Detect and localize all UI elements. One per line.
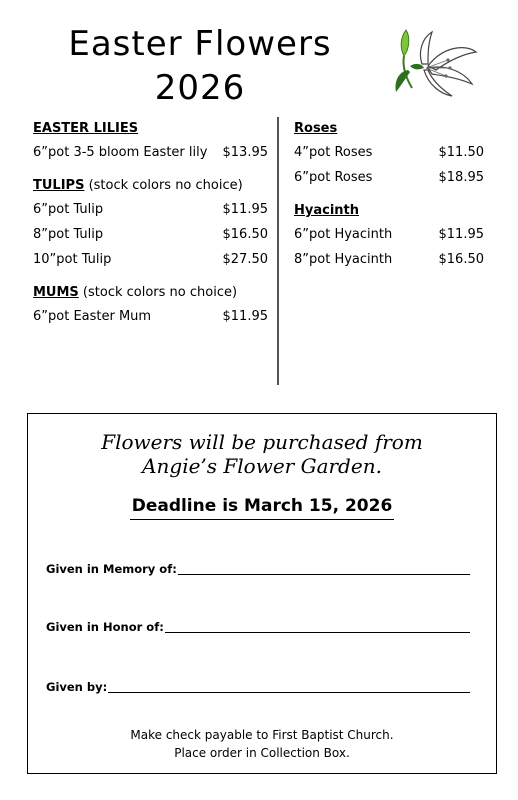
list-item — [33, 304, 268, 329]
section-mums-heading: MUMS (stock colors no choice) — [33, 285, 238, 300]
item-name: 6”pot Hyacinth — [294, 227, 393, 242]
section-tulips-heading: TULIPS (stock colors no choice) — [33, 178, 243, 193]
list-item — [33, 222, 268, 247]
item-name: 6”pot Tulip — [33, 202, 104, 217]
list-item — [33, 247, 268, 272]
list-item — [294, 222, 484, 247]
item-name: 6”pot 3-5 bloom Easter lily — [33, 145, 208, 160]
section-easter-lilies-heading: EASTER LILIES — [33, 121, 139, 136]
memory-label: Given in Memory of: — [46, 562, 177, 576]
item-name: 10”pot Tulip — [33, 252, 112, 267]
title-line-1: Easter Flowers — [68, 24, 332, 64]
page-title — [40, 22, 360, 110]
footer-line-2: Place order in Collection Box. — [174, 746, 350, 760]
section-hyacinth-heading: Hyacinth — [294, 203, 360, 218]
left-column — [33, 118, 268, 329]
purchase-notice — [28, 430, 496, 478]
column-divider — [277, 117, 279, 385]
lily-icon — [388, 26, 478, 98]
list-item — [294, 247, 484, 272]
item-price: $16.50 — [438, 252, 484, 267]
section-note: (stock colors no choice) — [78, 285, 238, 300]
item-name: 4”pot Roses — [294, 145, 373, 160]
item-price: $18.95 — [438, 170, 484, 185]
memory-field[interactable] — [46, 562, 470, 576]
item-name: 6”pot Easter Mum — [33, 309, 152, 324]
given-by-fill-line[interactable] — [108, 691, 470, 693]
purchase-line-1: Flowers will be purchased from — [101, 430, 423, 454]
item-name: 8”pot Hyacinth — [294, 252, 393, 267]
item-price: $11.95 — [222, 309, 268, 324]
footer-line-1: Make check payable to First Baptist Church. — [130, 728, 394, 742]
item-name: 8”pot Tulip — [33, 227, 104, 242]
list-item — [294, 140, 484, 165]
item-name: 6”pot Roses — [294, 170, 373, 185]
deadline-text: Deadline is March 15, 2026 — [130, 496, 395, 520]
title-line-2: 2026 — [154, 68, 246, 108]
item-price: $27.50 — [222, 252, 268, 267]
payment-instructions — [28, 726, 496, 762]
honor-fill-line[interactable] — [165, 631, 470, 633]
item-price: $11.95 — [438, 227, 484, 242]
given-by-field[interactable] — [46, 680, 470, 694]
honor-label: Given in Honor of: — [46, 620, 164, 634]
item-price: $11.50 — [438, 145, 484, 160]
given-by-label: Given by: — [46, 680, 108, 694]
item-price: $11.95 — [222, 202, 268, 217]
section-note: (stock colors no choice) — [84, 178, 243, 193]
deadline-notice — [28, 496, 496, 516]
memory-fill-line[interactable] — [178, 573, 470, 575]
right-column — [294, 118, 484, 272]
list-item — [33, 140, 268, 165]
list-item — [33, 197, 268, 222]
item-price: $13.95 — [222, 145, 268, 160]
honor-field[interactable] — [46, 620, 470, 634]
order-box — [27, 413, 497, 774]
section-roses-heading: Roses — [294, 121, 338, 136]
purchase-line-2: Angie’s Flower Garden. — [142, 454, 382, 478]
item-price: $16.50 — [222, 227, 268, 242]
list-item — [294, 165, 484, 190]
